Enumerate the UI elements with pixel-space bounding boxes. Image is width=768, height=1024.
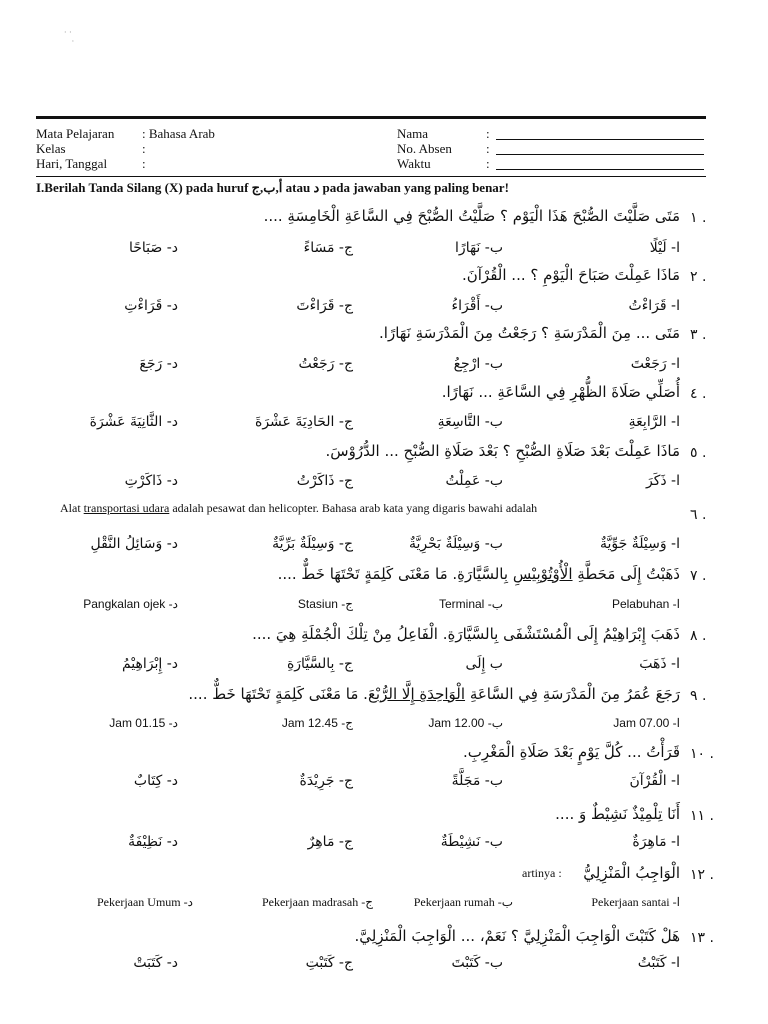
- option-c[interactable]: ج- بِالسَّيَّارَةِ: [286, 656, 353, 672]
- time-label: Waktu: [397, 156, 431, 171]
- instruction: I.Berilah Tanda Silang (X) pada huruf أ,ب,ج atau د pada jawaban yang paling benar!: [36, 180, 509, 195]
- option-a[interactable]: ا- الرَّابِعَةِ: [628, 414, 680, 430]
- option-b[interactable]: ب- ارْجِعُ: [453, 356, 503, 372]
- question-number: ٧ .: [690, 568, 707, 584]
- option-b[interactable]: ب- أَقْرَاءُ: [451, 298, 503, 314]
- name-field[interactable]: [496, 139, 704, 140]
- time-field[interactable]: [496, 169, 704, 170]
- q6-text-post: adalah pesawat dan helicopter. Bahasa arab kata yang digaris bawahi adalah: [169, 501, 538, 515]
- question-text: مَتَى صَلَّيْتَ الصُّبْحَ هَذَا الْيَوْم ؟ صَلَّيْتُ الصُّبْحَ فِي السَّاعَةِ الْخَامِسَةِ ....: [263, 207, 680, 225]
- option-a[interactable]: ا- Jam 07.00: [613, 716, 680, 730]
- question-text: [60, 501, 537, 516]
- option-d[interactable]: د- وَسَائِلُ النَّقْلِ: [90, 536, 178, 552]
- q7-text-pre: ذَهَبْتُ إِلَى مَحَطَّةِ: [572, 565, 680, 583]
- header-bottom-rule: [36, 176, 706, 177]
- question-text: مَاذَا عَمِلْتَ بَعْدَ صَلَاةِ الصُّبْحِ ؟ بَعْدَ صَلَاةِ الصُّبْحِ ... الدُّرُوْسَ.: [325, 442, 680, 460]
- option-b[interactable]: ب- Jam 12.00: [428, 716, 503, 730]
- scan-specks: · · ·: [64, 28, 75, 46]
- header-top-rule: [36, 116, 706, 119]
- question-text: أُصَلِّي صَلَاةَ الظُّهْرِ فِي السَّاعَةِ ... نَهَارًا.: [441, 383, 680, 401]
- option-a[interactable]: ا- Pelabuhan: [611, 597, 680, 611]
- option-a[interactable]: ا- قَرَاءْتُ: [628, 298, 680, 314]
- option-c[interactable]: ج- جَرِيْدَةٌ: [299, 773, 353, 789]
- day-date-label: Hari, Tanggal: [36, 156, 108, 171]
- question-number: ٤ .: [690, 386, 707, 402]
- question-text: هَلْ كَتَبْتَ الْوَاجِبَ الْمَنْزِلِيَّ ؟ نَعَمْ، ... الْوَاجِبَ الْمَنْزِلِيَّ.: [354, 927, 680, 945]
- option-a[interactable]: ا- Pekerjaan santai: [591, 895, 680, 909]
- option-d[interactable]: د- صَبَاحًا: [128, 240, 178, 256]
- option-b[interactable]: ب- وَسِيْلَةٌ بَحْرِيَّةٌ: [408, 536, 503, 552]
- option-a[interactable]: ا- ذَهَبَ: [639, 656, 680, 672]
- subject-value: : Bahasa Arab: [142, 126, 215, 141]
- question-number: ١٢ .: [690, 867, 714, 883]
- question-number: ٦ .: [690, 507, 707, 523]
- option-d[interactable]: د- رَجَعَ: [139, 356, 178, 372]
- question-text: قَرَأْتُ ... كُلَّ يَوْمٍ بَعْدَ صَلَاةِ الْمَغْرِبِ.: [462, 743, 680, 761]
- subject-label: Mata Pelajaran: [36, 126, 115, 141]
- option-a[interactable]: ا- وَسِيْلَةٌ جَوِّيَّةٌ: [600, 536, 680, 552]
- option-b[interactable]: ب- التَّاسِعَةِ: [437, 414, 503, 430]
- question-text: [188, 685, 680, 703]
- q9-underlined: الْوَاحِدَةِ إِلَّا الرُّبْعَ: [367, 685, 466, 703]
- option-b[interactable]: ب إِلَى: [465, 656, 503, 672]
- question-text: مَاذَا عَمِلْتَ صَبَاحَ الْيَوْمِ ؟ ... الْقُرْآنَ.: [461, 266, 680, 284]
- q7-underlined: الْأُوْتُوْبِيْسِ: [512, 565, 573, 583]
- q6-underlined: transportasi udara: [83, 501, 170, 515]
- option-c[interactable]: ج- Jam 12.45: [281, 716, 353, 730]
- option-c[interactable]: ج- الحَادِيَةَ عَشْرَةَ: [255, 414, 353, 430]
- absen-colon: :: [486, 141, 490, 156]
- option-b[interactable]: ب- مَجَلَّةً: [451, 773, 503, 789]
- option-d[interactable]: د- إِبْرَاهِيْمُ: [121, 656, 178, 672]
- question-number: ٩ .: [690, 688, 707, 704]
- question-number: ٨ .: [690, 628, 707, 644]
- question-number: ١ .: [690, 210, 707, 226]
- q6-text-pre: Alat: [60, 501, 84, 515]
- question-number: ١٠ .: [690, 746, 714, 762]
- name-label: Nama: [397, 126, 429, 141]
- option-c[interactable]: ج- وَسِيْلَةٌ بَرِّيَّةٌ: [272, 536, 353, 552]
- option-d[interactable]: د- Pangkalan ojek: [83, 597, 178, 611]
- option-a[interactable]: ا- ذَكَرَ: [645, 473, 680, 489]
- class-value: :: [142, 141, 146, 156]
- option-a[interactable]: ا- مَاهِرَةٌ: [632, 834, 680, 850]
- header-right: [397, 126, 490, 171]
- option-b[interactable]: ب- Pekerjaan rumah: [413, 895, 513, 909]
- option-a[interactable]: ا- رَجَعْتَ: [630, 356, 680, 372]
- option-d[interactable]: د- Jam 01.15: [109, 716, 178, 730]
- option-d[interactable]: د- ذَاكَرْتِ: [124, 473, 178, 489]
- absen-label: No. Absen: [397, 141, 452, 156]
- absen-field[interactable]: [496, 154, 704, 155]
- q9-text-post: . مَا مَعْنَى كَلِمَةٍ تَحْتَهَا خَطٌّ ....: [188, 685, 368, 703]
- option-c[interactable]: ج- مَسَاءً: [303, 240, 353, 256]
- option-c[interactable]: ج- رَجَعْتُ: [298, 356, 353, 372]
- question-number: ٢ .: [690, 269, 707, 285]
- question-text: مَتَى ... مِنَ الْمَدْرَسَةِ ؟ رَجَعْتُ مِنَ الْمَدْرَسَةِ نَهَارًا.: [379, 324, 680, 342]
- option-a[interactable]: ا- الْقُرْآنَ: [629, 773, 680, 789]
- option-b[interactable]: ب- Terminal: [439, 597, 503, 611]
- question-text: الْوَاجِبُ الْمَنْزِلِيُّ: [583, 864, 680, 882]
- question-number: ٥ .: [690, 445, 707, 461]
- artinya-label: artinya :: [522, 866, 562, 880]
- time-colon: :: [486, 156, 490, 171]
- option-d[interactable]: د- قَرَاءْتِ: [124, 298, 178, 314]
- question-text: أَنَا تِلْمِيْذٌ نَشِيْطٌ وَ ....: [555, 805, 680, 823]
- option-d[interactable]: د- كِتَابٌ: [133, 773, 178, 789]
- class-label: Kelas: [36, 141, 66, 156]
- question-number: ١١ .: [690, 808, 714, 824]
- option-b[interactable]: ب- كَتَبْتَ: [451, 955, 503, 971]
- option-c[interactable]: ج- قَرَاءْتَ: [296, 298, 353, 314]
- option-d[interactable]: د- الثَّانِيَةَ عَشْرَةَ: [89, 414, 178, 430]
- question-text: [278, 565, 680, 583]
- option-b[interactable]: ب- نَشِيْطَةٌ: [440, 834, 503, 850]
- header-left: [36, 126, 215, 171]
- option-b[interactable]: ب- نَهَارًا: [455, 240, 503, 256]
- option-d[interactable]: د- نَظِيْفَةٌ: [128, 834, 178, 850]
- question-number: ٣ .: [690, 327, 707, 343]
- option-c[interactable]: ج- كَتَبْتِ: [305, 955, 353, 971]
- name-colon: :: [486, 126, 490, 141]
- day-date-value: :: [142, 156, 146, 171]
- option-d[interactable]: د- Pekerjaan Umum: [97, 895, 193, 909]
- question-text: ذَهَبَ إِبْرَاهِيْمُ إِلَى الْمُسْتَشْفَى بِالسَّيَّارَةِ. الْفَاعِلُ مِنْ تِلْكَ الْجُمْلَةِ هِيَ ....: [252, 625, 680, 643]
- option-b[interactable]: ب- عَمِلْتُ: [445, 473, 503, 489]
- option-a[interactable]: ا- لَيْلًا: [649, 240, 680, 256]
- q7-text-post: بِالسَّيَّارَةِ. مَا مَعْنَى كَلِمَةٍ تَحْتَهَا خَطٌّ ....: [277, 565, 513, 583]
- question-number: ١٣ .: [690, 930, 714, 946]
- option-c[interactable]: ج- مَاهِرٌ: [307, 834, 353, 850]
- option-a[interactable]: ا- كَتَبْتُ: [637, 955, 680, 971]
- q9-text-pre: رَجَعَ عُمَرُ مِنَ الْمَدْرَسَةِ فِي السَّاعَةِ: [465, 685, 680, 703]
- option-c[interactable]: ج- Pekerjaan madrasah: [261, 895, 373, 909]
- option-c[interactable]: ج- ذَاكَرْتُ: [296, 473, 353, 489]
- option-d[interactable]: د- كَتَبَتْ: [133, 955, 178, 971]
- option-c[interactable]: ج- Stasiun: [297, 597, 353, 611]
